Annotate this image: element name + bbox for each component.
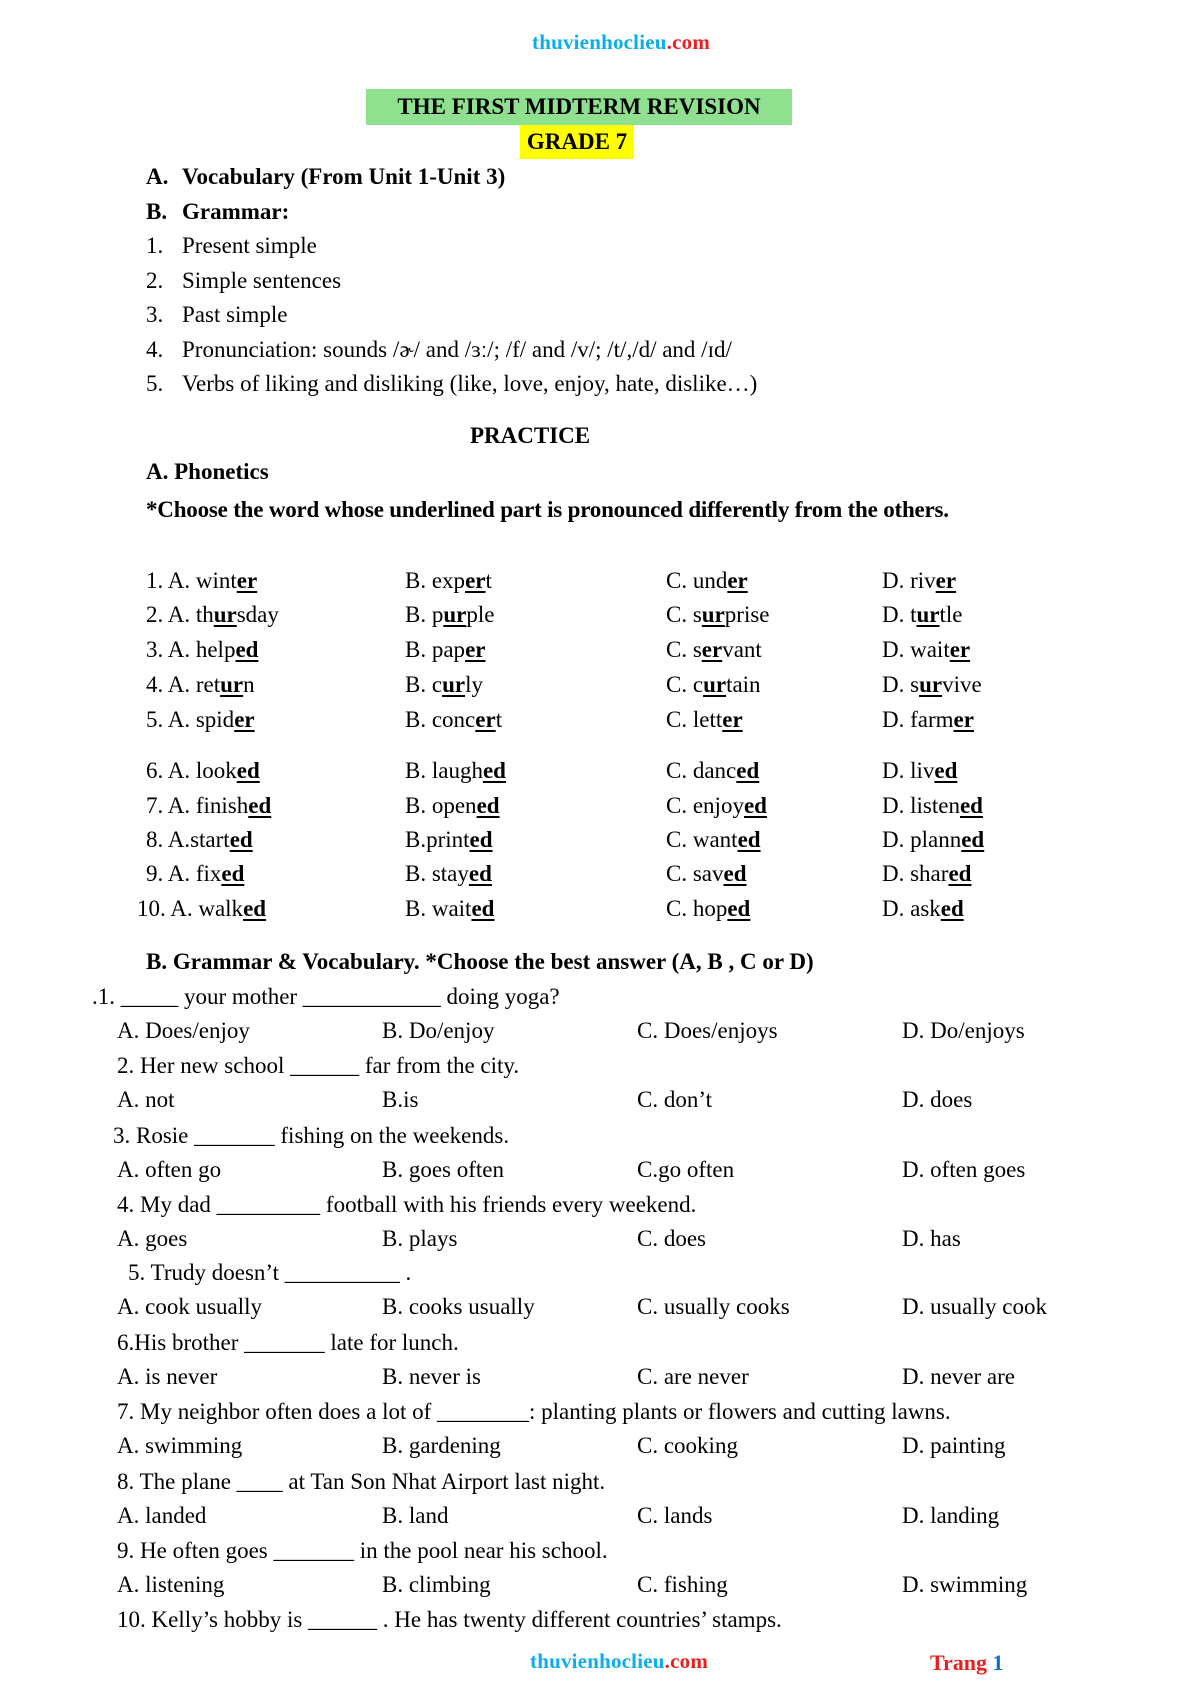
answer-option: C. cooking <box>637 1433 738 1458</box>
phonetics-option <box>405 669 483 701</box>
phonetics-option <box>146 790 271 822</box>
phonetics-option <box>146 824 253 856</box>
option-text: 3. A. help <box>146 637 236 662</box>
answer-option: B. land <box>382 1503 449 1528</box>
option-text: C. hop <box>666 896 728 921</box>
underlined-part: ur <box>919 672 943 697</box>
option-text-rest: vive <box>942 672 982 697</box>
answer-option: B. never is <box>382 1364 482 1389</box>
phonetics-option <box>146 599 279 631</box>
underlined-part: er <box>475 707 496 732</box>
underlined-part: ur <box>916 602 940 627</box>
phonetics-option <box>882 634 970 666</box>
underlined-part: er <box>949 637 971 662</box>
option-text-rest: ly <box>465 672 483 697</box>
underlined-part: ur <box>443 602 467 627</box>
footer-site-name: thuvienhoclieu.com <box>530 1649 709 1673</box>
answer-option: B. goes often <box>382 1157 505 1182</box>
option-text-rest: tle <box>939 602 963 627</box>
underlined-part: ed <box>961 827 985 852</box>
question-text: .1. _____ your mother ____________ doing yoga? <box>92 984 560 1009</box>
option-text-rest: vant <box>722 637 762 662</box>
answer-option: D. does <box>902 1087 973 1112</box>
underlined-part: er <box>701 637 723 662</box>
option-text: B.print <box>405 827 470 852</box>
outline-item: Vocabulary (From Unit 1-Unit 3) <box>182 164 506 189</box>
answer-option: C.go often <box>637 1157 735 1182</box>
page-number: Trang 1 <box>930 1650 1004 1675</box>
underlined-part: ed <box>229 827 253 852</box>
option-text-rest: t <box>495 707 503 732</box>
option-text: D. plann <box>882 827 962 852</box>
answer-option: B. gardening <box>382 1433 501 1458</box>
question-text: 2. Her new school ______ far from the city. <box>117 1053 520 1078</box>
phonetics-option <box>137 893 266 925</box>
option-text: 5. A. spid <box>146 707 235 732</box>
underlined-part: ed <box>476 793 500 818</box>
phonetics-option <box>882 893 964 925</box>
outline-number: 5. <box>146 371 164 396</box>
option-text: D. t <box>882 602 917 627</box>
underlined-part: er <box>465 568 486 593</box>
outline-number: 3. <box>146 302 164 327</box>
option-text: B. wait <box>405 896 472 921</box>
answer-option: A. listening <box>117 1572 225 1597</box>
option-text: B. conc <box>405 707 476 732</box>
outline-number: 2. <box>146 268 164 293</box>
option-text: B. p <box>405 602 444 627</box>
phonetics-option <box>666 824 761 856</box>
phonetics-row <box>0 669 1200 701</box>
phonetics-option <box>666 704 743 736</box>
question-text: 7. My neighbor often does a lot of ________: planting plants or flowers and cutting lawns. <box>117 1399 951 1424</box>
option-text-rest: prise <box>724 602 770 627</box>
answer-option: B. plays <box>382 1226 458 1251</box>
outline-number: B. <box>146 199 168 224</box>
option-text: C. s <box>666 637 702 662</box>
phonetics-option <box>666 599 770 631</box>
underlined-part: ur <box>703 672 727 697</box>
question-text: 10. Kelly’s hobby is ______ . He has twenty different countries’ stamps. <box>117 1607 782 1632</box>
answer-option: C. lands <box>637 1503 713 1528</box>
underlined-part: er <box>465 637 486 662</box>
option-text: 8. A.start <box>146 827 230 852</box>
option-text-rest: t <box>485 568 492 593</box>
outline-number: 4. <box>146 337 164 362</box>
question-text: 4. My dad _________ football with his friends every weekend. <box>117 1192 697 1217</box>
phonetics-option <box>405 858 492 890</box>
phonetics-option <box>405 755 506 787</box>
underlined-part: ed <box>727 896 751 921</box>
answer-option: D. swimming <box>902 1572 1028 1597</box>
phonetics-option <box>405 824 493 856</box>
answer-option: A. is never <box>117 1364 218 1389</box>
phonetics-option <box>405 565 492 597</box>
option-text: D. wait <box>882 637 950 662</box>
phonetics-option <box>666 755 759 787</box>
answer-option: D. often goes <box>902 1157 1026 1182</box>
phonetics-option <box>666 858 747 890</box>
question-text: 6.His brother _______ late for lunch. <box>117 1330 459 1355</box>
phonetics-option <box>146 755 260 787</box>
phonetics-option <box>146 669 255 701</box>
option-text: B. c <box>405 672 443 697</box>
question-text: 3. Rosie _______ fishing on the weekends. <box>113 1123 510 1148</box>
option-text: B. exp <box>405 568 466 593</box>
underlined-part: er <box>935 568 957 593</box>
outline-item: Verbs of liking and disliking (like, love, enjoy, hate, dislike…) <box>182 371 758 396</box>
phonetics-option <box>666 565 748 597</box>
answer-option: A. not <box>117 1087 175 1112</box>
outline-item: Grammar: <box>182 199 290 224</box>
phonetics-heading: A. Phonetics <box>146 459 269 484</box>
answer-option: D. usually cook <box>902 1294 1048 1319</box>
underlined-part: er <box>953 707 974 732</box>
option-text: 6. A. look <box>146 758 237 783</box>
phonetics-option <box>666 893 750 925</box>
option-text: D. s <box>882 672 920 697</box>
answer-option: B. cooks usually <box>382 1294 535 1319</box>
option-text: C. enjoy <box>666 793 744 818</box>
answer-option: D. has <box>902 1226 961 1251</box>
option-text: D. listen <box>882 793 960 818</box>
phonetics-option <box>405 634 485 666</box>
outline-item: Past simple <box>182 302 288 327</box>
phonetics-option <box>666 669 761 701</box>
answer-option: A. goes <box>117 1226 188 1251</box>
phonetics-option <box>405 790 500 822</box>
phonetics-option <box>882 790 983 822</box>
phonetics-option <box>882 824 984 856</box>
phonetics-option <box>882 669 982 701</box>
phonetics-row <box>0 858 1200 890</box>
outline-item: Simple sentences <box>182 268 342 293</box>
option-text: D. farm <box>882 707 954 732</box>
phonetics-option <box>146 565 257 597</box>
underlined-part: ed <box>248 793 272 818</box>
underlined-part: ed <box>934 758 958 783</box>
phonetics-instruction: *Choose the word whose underlined part is pronounced differently from the others. <box>146 497 949 522</box>
option-text-rest: tain <box>726 672 761 697</box>
underlined-part: ed <box>723 861 747 886</box>
underlined-part: ed <box>736 758 760 783</box>
answer-option: D. landing <box>902 1503 1000 1528</box>
phonetics-row <box>0 599 1200 631</box>
underlined-part: ur <box>442 672 466 697</box>
underlined-part: ur <box>220 672 244 697</box>
underlined-part: ur <box>701 602 725 627</box>
answer-option: D. never are <box>902 1364 1016 1389</box>
answer-option: C. does <box>637 1226 706 1251</box>
option-text: C. lett <box>666 707 723 732</box>
option-text: 7. A. finish <box>146 793 249 818</box>
underlined-part: ed <box>243 896 267 921</box>
answer-option: B.is <box>382 1087 419 1112</box>
answer-option: A. often go <box>117 1157 222 1182</box>
phonetics-option <box>146 858 244 890</box>
outline-number: 1. <box>146 233 164 258</box>
underlined-part: ed <box>959 793 983 818</box>
answer-option: A. Does/enjoy <box>117 1018 250 1043</box>
underlined-part: ed <box>221 861 245 886</box>
phonetics-option <box>882 565 956 597</box>
option-text: B. open <box>405 793 477 818</box>
phonetics-option <box>882 599 963 631</box>
option-text: C. s <box>666 602 702 627</box>
answer-option: C. fishing <box>637 1572 728 1597</box>
question-text: 8. The plane ____ at Tan Son Nhat Airport last night. <box>117 1469 606 1494</box>
phonetics-option <box>405 704 502 736</box>
underlined-part: ed <box>471 896 495 921</box>
option-text: D. ask <box>882 896 941 921</box>
answer-option: D. Do/enjoys <box>902 1018 1025 1043</box>
underlined-part: ed <box>235 637 259 662</box>
question-text: 9. He often goes _______ in the pool near his school. <box>117 1538 608 1563</box>
phonetics-option <box>666 634 762 666</box>
option-text: C. want <box>666 827 738 852</box>
option-text: B. stay <box>405 861 469 886</box>
phonetics-row <box>0 634 1200 666</box>
underlined-part: er <box>234 707 255 732</box>
answer-option: C. Does/enjoys <box>637 1018 778 1043</box>
header-site-name: thuvienhoclieu.com <box>532 30 711 54</box>
option-text: 4. A. ret <box>146 672 221 697</box>
phonetics-row <box>0 824 1200 856</box>
answer-option: C. are never <box>637 1364 749 1389</box>
outline-number: A. <box>146 164 169 189</box>
answer-option: B. climbing <box>382 1572 491 1597</box>
underlined-part: ed <box>236 758 260 783</box>
answer-option: C. usually cooks <box>637 1294 790 1319</box>
option-text-rest: n <box>243 672 255 697</box>
answer-option: A. cook usually <box>117 1294 263 1319</box>
option-text: 1. A. wint <box>146 568 237 593</box>
answer-option: A. landed <box>117 1503 207 1528</box>
option-text: 9. A. fix <box>146 861 222 886</box>
option-text-rest: ple <box>466 602 495 627</box>
option-text: C. danc <box>666 758 737 783</box>
option-text-rest: sday <box>236 602 279 627</box>
option-text: D. riv <box>882 568 936 593</box>
underlined-part: ed <box>469 827 493 852</box>
phonetics-option <box>146 634 258 666</box>
option-text: 10. A. walk <box>137 896 244 921</box>
option-text: C. und <box>666 568 728 593</box>
phonetics-row <box>0 893 1200 925</box>
underlined-part: ed <box>948 861 972 886</box>
answer-option: B. Do/enjoy <box>382 1018 495 1043</box>
phonetics-option <box>882 755 957 787</box>
underlined-part: ur <box>213 602 237 627</box>
answer-option: D. painting <box>902 1433 1006 1458</box>
phonetics-option <box>882 858 971 890</box>
underlined-part: ed <box>468 861 492 886</box>
underlined-part: er <box>722 707 743 732</box>
practice-heading: PRACTICE <box>470 423 591 448</box>
option-text: C. c <box>666 672 704 697</box>
answer-option: C. don’t <box>637 1087 712 1112</box>
underlined-part: ed <box>743 793 767 818</box>
phonetics-option <box>405 599 494 631</box>
underlined-part: er <box>727 568 748 593</box>
phonetics-option <box>405 893 494 925</box>
underlined-part: er <box>236 568 258 593</box>
phonetics-row <box>0 755 1200 787</box>
underlined-part: ed <box>482 758 506 783</box>
phonetics-row <box>0 790 1200 822</box>
option-text: D. shar <box>882 861 949 886</box>
underlined-part: ed <box>737 827 761 852</box>
option-text: B. pap <box>405 637 466 662</box>
phonetics-row <box>0 565 1200 597</box>
option-text: B. laugh <box>405 758 483 783</box>
option-text: D. liv <box>882 758 935 783</box>
answer-option: A. swimming <box>117 1433 243 1458</box>
question-text: 5. Trudy doesn’t __________ . <box>128 1260 412 1285</box>
phonetics-option <box>146 704 255 736</box>
grammar-heading: B. Grammar & Vocabulary. *Choose the best answer (A, B , C or D) <box>146 949 814 974</box>
underlined-part: ed <box>940 896 964 921</box>
option-text: 2. A. th <box>146 602 214 627</box>
phonetics-option <box>666 790 767 822</box>
phonetics-row <box>0 704 1200 736</box>
grade-label: GRADE 7 <box>520 125 634 159</box>
outline-item: Pronunciation: sounds /ɚ/ and /ɜː/; /f/ and /v/; /t/,/d/ and /ɪd/ <box>182 337 732 362</box>
phonetics-option <box>882 704 974 736</box>
outline-item: Present simple <box>182 233 317 258</box>
option-text: C. sav <box>666 861 724 886</box>
document-title: THE FIRST MIDTERM REVISION <box>366 89 792 125</box>
